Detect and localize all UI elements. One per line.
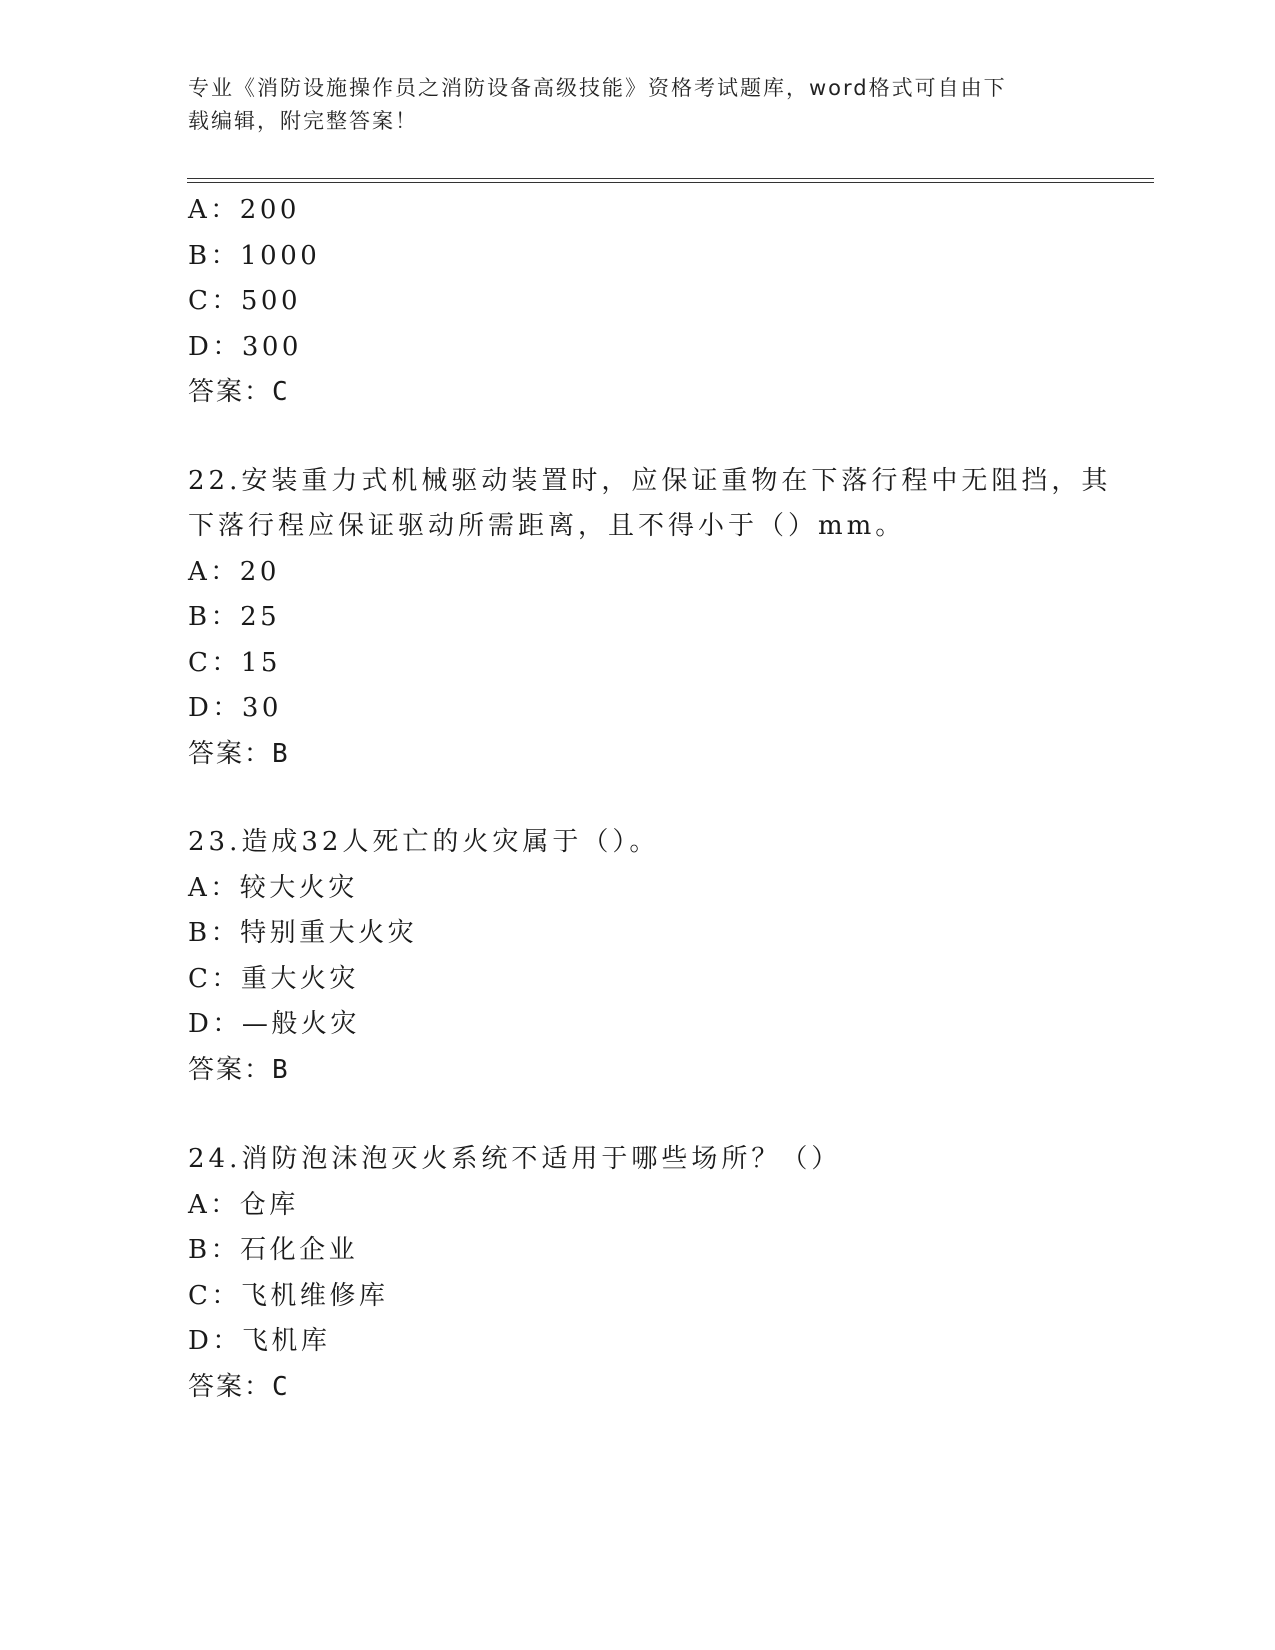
answer-line: 答案：B <box>188 1054 290 1085</box>
option-a: A：20 <box>188 556 280 587</box>
option-a: A：200 <box>188 195 300 225</box>
option-c: C：500 <box>188 286 302 316</box>
question-23 <box>188 820 1148 1093</box>
option-c: C：15 <box>188 647 281 678</box>
question-stem: 23.造成32人死亡的火灾属于（）。 <box>188 827 660 857</box>
option-c: C：飞机维修库 <box>188 1280 389 1311</box>
option-b: B：石化企业 <box>188 1235 359 1265</box>
spacer <box>188 1093 1148 1137</box>
header-double-rule <box>187 178 1154 183</box>
question-22 <box>188 459 1148 778</box>
option-b: B：25 <box>188 602 281 632</box>
answer-line: 答案：B <box>188 738 290 769</box>
option-d: D：—般火灾 <box>188 1009 360 1039</box>
question-stem: 22.安装重力式机械驱动装置时，应保证重物在下落行程中无阻挡，其 <box>188 465 1112 496</box>
option-c: C：重大火灾 <box>188 963 359 994</box>
question-21 <box>188 188 1148 416</box>
option-d: D：300 <box>188 331 302 362</box>
option-b: B：特别重大火灾 <box>188 918 418 948</box>
spacer <box>188 416 1148 459</box>
option-d: D：飞机库 <box>188 1326 331 1356</box>
question-list <box>188 188 1148 1410</box>
option-b: B：1000 <box>188 240 321 271</box>
option-d: D：30 <box>188 693 282 723</box>
option-a: A：较大火灾 <box>188 872 358 903</box>
question-stem: 24.消防泡沫泡灭火系统不适用于哪些场所？（） <box>188 1144 842 1174</box>
question-24 <box>188 1137 1148 1410</box>
spacer <box>188 777 1148 820</box>
option-a: A：仓库 <box>188 1189 299 1220</box>
header-line-1: 专业《消防设施操作员之消防设备高级技能》资格考试题库，word格式可自由下 <box>188 76 1007 100</box>
header-line-2: 载编辑，附完整答案！ <box>188 109 418 133</box>
answer-line: 答案：C <box>188 1371 290 1402</box>
answer-line: 答案：C <box>188 377 290 407</box>
question-stem-continued: 下落行程应保证驱动所需距离，且不得小于（）mm。 <box>188 511 906 541</box>
document-header <box>188 72 1068 138</box>
